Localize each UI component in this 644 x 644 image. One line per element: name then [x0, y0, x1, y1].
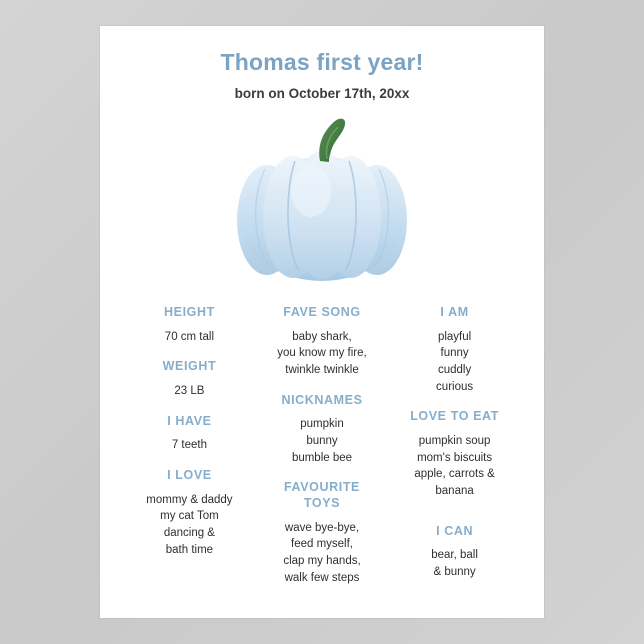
info-value: playful funny cuddly curious — [436, 330, 474, 393]
info-block-fave-song — [255, 305, 389, 379]
info-heading: FAVE SONG — [283, 305, 361, 319]
info-heading: HEIGHT — [164, 305, 215, 319]
info-value: baby shark, you know my fire, twinkle twinkle — [277, 330, 367, 376]
info-block-i-can — [393, 524, 516, 581]
info-heading: WEIGHT — [162, 359, 217, 374]
poster-content — [100, 26, 544, 618]
info-heading: I LOVE — [167, 467, 212, 482]
info-block-favourite-toys — [255, 480, 389, 586]
info-value: mommy & daddy my cat Tom dancing & bath time — [146, 493, 233, 556]
info-block-love-to-eat — [393, 409, 516, 499]
info-value: bear, ball & bunny — [431, 549, 478, 578]
page-subtitle: born on October 17th, 20xx — [234, 86, 410, 101]
column-left — [126, 305, 253, 586]
poster — [100, 26, 544, 618]
page-title: Thomas first year! — [220, 49, 424, 75]
column-middle — [253, 305, 391, 586]
info-heading: LOVE TO EAT — [410, 409, 499, 424]
info-heading: FAVOURITE TOYS — [283, 480, 360, 510]
info-block-i-am — [393, 305, 516, 395]
info-heading: I CAN — [436, 523, 474, 538]
info-columns — [126, 305, 518, 586]
info-block-nicknames — [255, 393, 389, 467]
info-value: pumpkin bunny bumble bee — [291, 418, 353, 464]
info-block-i-love — [128, 468, 251, 558]
info-heading: I AM — [440, 305, 469, 319]
column-right — [391, 305, 518, 586]
info-value: pumpkin soup mom's biscuits apple, carrots & banana — [414, 434, 495, 497]
info-value: 7 teeth — [171, 439, 207, 452]
info-value: wave bye-bye, feed myself, clap my hands, walk few steps — [283, 521, 361, 584]
info-block-height — [128, 305, 251, 345]
pumpkin-illustration — [126, 109, 518, 299]
info-heading: I HAVE — [167, 413, 212, 428]
info-block-i-have — [128, 414, 251, 454]
info-value: 23 LB — [174, 384, 205, 397]
info-block-weight — [128, 359, 251, 399]
info-value: 70 cm tall — [164, 330, 215, 343]
info-heading: NICKNAMES — [281, 392, 363, 407]
